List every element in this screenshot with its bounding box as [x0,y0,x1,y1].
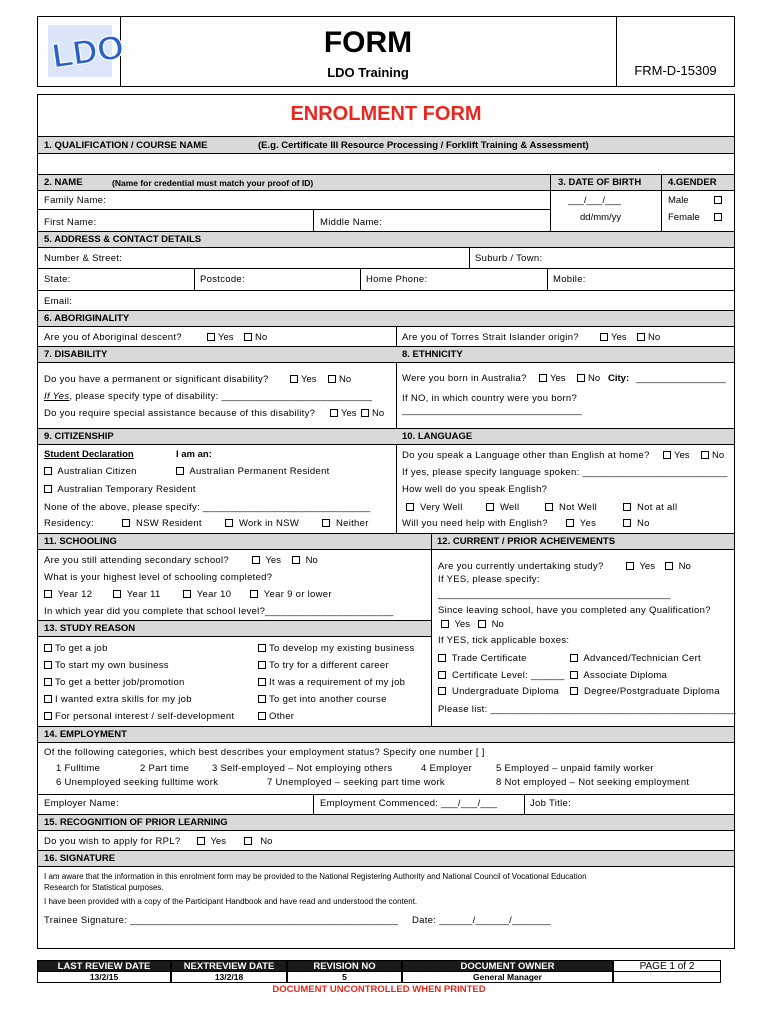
middle-name-label: Middle Name: [320,217,383,228]
qualification-yes[interactable]: Yes [441,620,470,630]
employment-option-2: 2 Part time [140,763,190,774]
school-year-completed: In which year did you complete that school level?_______________________ [44,606,394,617]
rpl-question: Do you wish to apply for RPL? [44,836,181,847]
language-no[interactable]: No [701,451,724,461]
language-yes[interactable]: Yes [663,451,690,461]
form-heading: FORM [323,26,413,59]
reason-get-job[interactable]: To get a job [44,644,108,654]
gender-male-checkbox[interactable] [714,196,725,206]
school-no[interactable]: No [292,556,318,566]
assistance-question: Do you require special assistance because of this disability? [44,408,316,419]
year-10-option[interactable]: Year 10 [183,590,231,600]
disability-type-line: If Yes, please specify type of disability: ___________________________ [44,391,373,402]
reason-other[interactable]: Other [258,712,294,722]
enrolment-form-title: ENROLMENT FORM [290,103,482,125]
owner-value: General Manager [402,972,613,983]
street-label: Number & Street: [44,253,123,264]
privacy-statement: I am aware that the information in this enrolment form may be provided to the National Registering Authority and National Council of Vocational Education [44,872,587,881]
trade-certificate-option[interactable]: Trade Certificate [438,654,527,664]
other-language-question: Do you speak a Language other than English at home? [402,450,650,461]
section-14-label: 14. EMPLOYMENT [44,729,127,740]
job-title-label: Job Title: [530,798,572,809]
form-subtitle: LDO Training [327,65,409,80]
born-australia-question: Were you born in Australia? [402,373,527,384]
section-10-label: 10. LANGUAGE [402,431,473,442]
section-7-8-header [38,346,734,363]
birth-country-input[interactable]: __________________________________ [402,405,582,416]
reason-extra-skills[interactable]: I wanted extra skills for my job [44,695,192,705]
svg-text:LDO: LDO [49,28,127,76]
gender-label: 4.GENDER [668,177,717,188]
reason-develop-business[interactable]: To develop my existing business [258,644,415,654]
rpl-no[interactable]: No [244,837,272,847]
ldo-logo [46,22,127,80]
employment-question: Of the following categories, which best describes your employment status? Specify one number [ ] [44,747,485,758]
employment-commenced: Employment Commenced: ___/___/___ [320,798,498,809]
degree-postgrad-option[interactable]: Degree/Postgraduate Diploma [570,687,720,697]
employment-option-8: 8 Not employed – Not seeking employment [496,777,690,788]
employment-option-4: 4 Employer [421,763,473,774]
family-name-input[interactable] [110,192,548,208]
section-2-hint: (Name for credential must match your proof of ID) [112,178,314,188]
aboriginal-no[interactable]: No [244,333,267,343]
employment-option-6: 6 Unemployed seeking fulltime work [56,777,219,788]
section-16-header [38,850,734,867]
state-label: State: [44,274,71,285]
temporary-resident-option[interactable]: Australian Temporary Resident [44,485,196,495]
reason-job-requirement[interactable]: It was a requirement of my job [258,678,405,688]
study-specify-input[interactable]: ____________________________________________ [438,589,671,600]
qualification-question: Since leaving school, have you completed any Qualification? [438,605,711,616]
born-yes[interactable]: Yes [539,374,566,384]
undergrad-diploma-option[interactable]: Undergraduate Diploma [438,687,559,697]
first-name-label: First Name: [44,217,97,228]
highest-school-question: What is your highest level of schooling completed? [44,572,273,583]
english-very-well[interactable]: Very Well [406,503,463,513]
torres-question: Are you of Torres Strait Islander origin? [402,332,579,343]
dob-label: 3. DATE OF BIRTH [558,177,642,188]
section-1-label: 1. QUALIFICATION / COURSE NAME [44,140,208,151]
assistance-no[interactable]: No [361,409,384,419]
rpl-yes[interactable]: Yes [197,837,226,847]
english-level-question: How well do you speak English? [402,484,548,495]
section-12-label: 12. CURRENT / PRIOR ACHEIVEMENTS [437,536,616,547]
employment-option-3: 3 Self-employed – Not employing others [212,763,393,774]
page-number: PAGE 1 of 2 [613,960,721,972]
section-6-header [38,310,734,327]
section-1-hint: (E.g. Certificate III Resource Processing / Forklift Training & Assessment) [258,140,589,151]
year-12-option[interactable]: Year 12 [44,590,92,600]
associate-diploma-option[interactable]: Associate Diploma [570,671,667,681]
last-review-value: 13/2/15 [37,972,171,983]
section-9-label: 9. CITIZENSHIP [44,431,114,442]
section-6-label: 6. ABORIGINALITY [44,313,130,324]
certificate-level-option[interactable]: Certificate Level: ______ [438,671,565,681]
english-help-question: Will you need help with English? [402,518,548,529]
suburb-label: Suburb / Town: [475,253,543,264]
reason-another-course[interactable]: To get into another course [258,695,387,705]
course-name-input[interactable] [38,155,734,174]
section-13-label: 13. STUDY REASON [44,623,136,634]
study-specify: If YES, please specify: [438,574,540,585]
section-2-label: 2. NAME [44,177,83,188]
assistance-yes[interactable]: Yes [330,409,357,419]
citizenship-other: None of the above, please specify: ______________________________ [44,502,371,513]
reason-different-career[interactable]: To try for a different career [258,661,389,671]
trainee-signature[interactable]: Trainee Signature: ________________________________________________ [44,915,399,926]
section-9-10-header [38,428,734,445]
secondary-school-question: Are you still attending secondary school? [44,555,229,566]
postcode-label: Postcode: [200,274,245,285]
dob-format: dd/mm/yy [580,212,622,223]
birth-country-question: If NO, in which country were you born? [402,393,578,404]
student-declaration: Student Declaration [44,449,134,460]
section-11-label: 11. SCHOOLING [44,536,117,547]
advanced-cert-option[interactable]: Advanced/Technician Cert [570,654,701,664]
email-label: Email: [44,296,73,307]
uncontrolled-notice: DOCUMENT UNCONTROLLED WHEN PRINTED [272,984,486,995]
year-9-option[interactable]: Year 9 or lower [250,590,332,600]
language-spoken: If yes, please specify language spoken: __________________________ [402,467,728,478]
revision-header: REVISION NO [287,960,402,972]
section-15-label: 15. RECOGNITION OF PRIOR LEARNING [44,817,228,828]
current-study-question: Are you currently undertaking study? [438,561,604,572]
tick-applicable-label: If YES, tick applicable boxes: [438,635,570,646]
home-phone-label: Home Phone: [366,274,428,285]
footer-table [37,960,721,983]
owner-header: DOCUMENT OWNER [402,960,613,972]
revision-value: 5 [287,972,402,983]
gender-female-label: Female [668,212,700,223]
employment-option-7: 7 Unemployed – seeking part time work [267,777,445,788]
section-8-label: 8. ETHNICITY [402,349,463,360]
section-14-header [38,726,734,743]
reason-better-job[interactable]: To get a better job/promotion [44,678,185,688]
english-help-no[interactable]: No [623,519,650,529]
english-help-yes[interactable]: Yes [566,519,596,529]
permanent-resident-option[interactable]: Australian Permanent Resident [176,467,330,477]
study-yes[interactable]: Yes [626,562,655,572]
aboriginal-yes[interactable]: Yes [207,333,234,343]
handbook-statement: I have been provided with a copy of the Participant Handbook and have read and understood the content. [44,897,418,906]
family-name-label: Family Name: [44,195,107,206]
disability-question: Do you have a permanent or significant disability? [44,374,269,385]
section-16-label: 16. SIGNATURE [44,853,116,864]
disability-yes[interactable]: Yes [290,375,317,385]
next-review-header: NEXTREVIEW DATE [171,960,287,972]
employment-option-5: 5 Employed – unpaid family worker [496,763,654,774]
work-nsw-option[interactable]: Work in NSW [225,519,299,529]
residency-label: Residency: [44,518,94,529]
gender-female-checkbox[interactable] [714,213,725,223]
citizen-option[interactable]: Australian Citizen [44,467,137,477]
gender-male-label: Male [668,195,689,206]
born-no[interactable]: No [577,374,600,384]
english-not-at-all[interactable]: Not at all [623,503,677,513]
last-review-header: LAST REVIEW DATE [37,960,171,972]
study-no[interactable]: No [665,562,691,572]
section-7-label: 7. DISABILITY [44,349,108,360]
reason-personal-interest[interactable]: For personal interest / self-development [44,712,234,722]
document-code: FRM-D-15309 [634,63,717,78]
torres-no[interactable]: No [637,333,660,343]
section-5-label: 5. ADDRESS & CONTACT DETAILS [44,234,202,245]
employer-name-label: Employer Name: [44,798,119,809]
employment-option-1: 1 Fulltime [56,763,101,774]
english-well[interactable]: Well [486,503,519,513]
nsw-resident-option[interactable]: NSW Resident [122,519,202,529]
english-not-well[interactable]: Not Well [545,503,597,513]
mobile-label: Mobile: [553,274,586,285]
dob-input[interactable]: ___/___/___ [568,195,621,206]
school-yes[interactable]: Yes [252,556,281,566]
city-label: City: [608,373,630,384]
qualification-no[interactable]: No [478,620,504,630]
city-input[interactable]: _________________ [636,373,726,384]
privacy-statement-cont: Research for Statistical purposes. [44,883,164,892]
neither-option[interactable]: Neither [322,519,369,529]
next-review-value: 13/2/18 [171,972,287,983]
torres-yes[interactable]: Yes [600,333,627,343]
aboriginal-question: Are you of Aboriginal descent? [44,332,182,343]
signature-date[interactable]: Date: ______/______/_______ [412,915,552,926]
reason-own-business[interactable]: To start my own business [44,661,169,671]
year-11-option[interactable]: Year 11 [113,590,161,600]
qualification-list: Please list: ____________________________________________ [438,704,737,715]
i-am-an-label: I am an: [176,449,212,460]
disability-no[interactable]: No [328,375,351,385]
